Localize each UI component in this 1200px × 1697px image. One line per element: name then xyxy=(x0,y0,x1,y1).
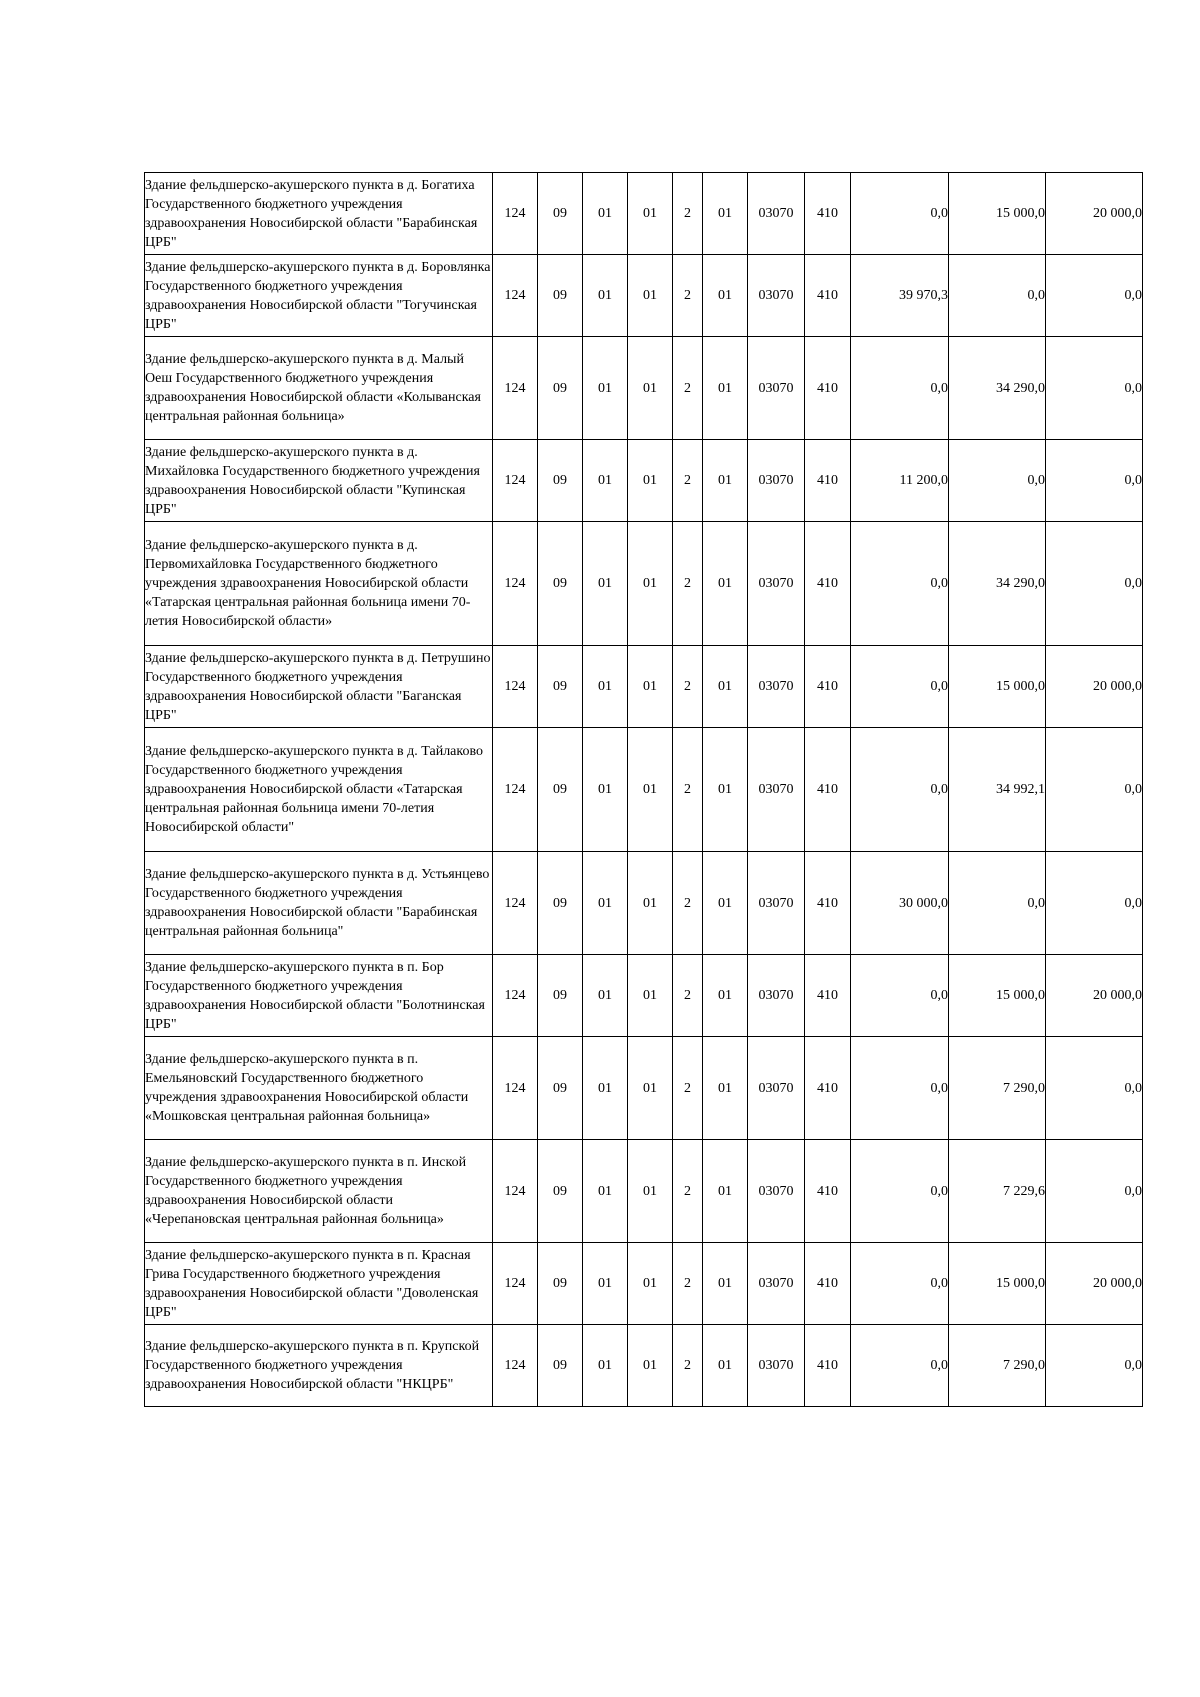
amount-cell: 30 000,0 xyxy=(851,852,949,955)
code-cell: 124 xyxy=(493,255,538,337)
table-row xyxy=(145,646,1143,728)
table-row xyxy=(145,173,1143,255)
code-cell: 01 xyxy=(628,522,673,646)
code-cell: 09 xyxy=(538,440,583,522)
amount-cell: 0,0 xyxy=(851,1243,949,1325)
amount-cell: 0,0 xyxy=(1046,337,1143,440)
code-cell: 2 xyxy=(673,173,703,255)
code-cell: 124 xyxy=(493,646,538,728)
code-cell: 09 xyxy=(538,337,583,440)
amount-cell: 7 229,6 xyxy=(949,1140,1046,1243)
code-cell: 01 xyxy=(628,852,673,955)
table-row xyxy=(145,1037,1143,1140)
code-cell: 01 xyxy=(628,1140,673,1243)
code-cell: 01 xyxy=(703,1037,748,1140)
code-cell: 01 xyxy=(583,440,628,522)
code-cell: 410 xyxy=(805,440,851,522)
object-name-cell: Здание фельдшерско-акушерского пункта в д. Петрушино Государственного бюджетного учреждения здравоохранения Новосибирской области "Баганская ЦРБ" xyxy=(145,646,493,728)
code-cell: 09 xyxy=(538,173,583,255)
amount-cell: 15 000,0 xyxy=(949,1243,1046,1325)
code-cell: 03070 xyxy=(748,852,805,955)
code-cell: 2 xyxy=(673,955,703,1037)
code-cell: 2 xyxy=(673,440,703,522)
code-cell: 01 xyxy=(703,1325,748,1407)
amount-cell: 11 200,0 xyxy=(851,440,949,522)
code-cell: 410 xyxy=(805,728,851,852)
table-row xyxy=(145,440,1143,522)
object-name-cell: Здание фельдшерско-акушерского пункта в п. Красная Грива Государственного бюджетного учреждения здравоохранения Новосибирской области "Доволенская ЦРБ" xyxy=(145,1243,493,1325)
amount-cell: 0,0 xyxy=(1046,728,1143,852)
code-cell: 01 xyxy=(703,955,748,1037)
code-cell: 01 xyxy=(628,646,673,728)
code-cell: 01 xyxy=(628,1243,673,1325)
amount-cell: 0,0 xyxy=(949,440,1046,522)
table-row xyxy=(145,1140,1143,1243)
code-cell: 01 xyxy=(703,728,748,852)
code-cell: 2 xyxy=(673,646,703,728)
object-name-cell: Здание фельдшерско-акушерского пункта в д. Боровлянка Государственного бюджетного учреждения здравоохранения Новосибирской области "Тогучинская ЦРБ" xyxy=(145,255,493,337)
code-cell: 01 xyxy=(583,522,628,646)
table-row xyxy=(145,255,1143,337)
code-cell: 410 xyxy=(805,852,851,955)
code-cell: 09 xyxy=(538,1140,583,1243)
code-cell: 410 xyxy=(805,1243,851,1325)
code-cell: 2 xyxy=(673,255,703,337)
amount-cell: 34 992,1 xyxy=(949,728,1046,852)
code-cell: 2 xyxy=(673,728,703,852)
code-cell: 124 xyxy=(493,1325,538,1407)
code-cell: 01 xyxy=(703,646,748,728)
amount-cell: 0,0 xyxy=(949,255,1046,337)
code-cell: 410 xyxy=(805,1325,851,1407)
amount-cell: 0,0 xyxy=(1046,1037,1143,1140)
object-name-cell: Здание фельдшерско-акушерского пункта в д. Тайлаково Государственного бюджетного учреждения здравоохранения Новосибирской области «Татарская центральная районная больница имени 70-летия Новосибирской области" xyxy=(145,728,493,852)
code-cell: 03070 xyxy=(748,173,805,255)
table-body xyxy=(145,173,1143,1407)
amount-cell: 0,0 xyxy=(1046,522,1143,646)
code-cell: 01 xyxy=(628,1325,673,1407)
code-cell: 03070 xyxy=(748,1325,805,1407)
code-cell: 01 xyxy=(703,173,748,255)
code-cell: 09 xyxy=(538,1037,583,1140)
code-cell: 124 xyxy=(493,522,538,646)
code-cell: 01 xyxy=(583,1037,628,1140)
object-name-cell: Здание фельдшерско-акушерского пункта в д. Устьянцево Государственного бюджетного учреждения здравоохранения Новосибирской области "Барабинская центральная районная больница" xyxy=(145,852,493,955)
amount-cell: 0,0 xyxy=(1046,1140,1143,1243)
code-cell: 01 xyxy=(628,337,673,440)
code-cell: 410 xyxy=(805,646,851,728)
code-cell: 09 xyxy=(538,852,583,955)
code-cell: 410 xyxy=(805,337,851,440)
code-cell: 03070 xyxy=(748,728,805,852)
code-cell: 124 xyxy=(493,1140,538,1243)
code-cell: 124 xyxy=(493,1037,538,1140)
amount-cell: 7 290,0 xyxy=(949,1037,1046,1140)
amount-cell: 15 000,0 xyxy=(949,173,1046,255)
amount-cell: 15 000,0 xyxy=(949,955,1046,1037)
code-cell: 2 xyxy=(673,1325,703,1407)
table-row xyxy=(145,728,1143,852)
amount-cell: 34 290,0 xyxy=(949,337,1046,440)
code-cell: 01 xyxy=(583,728,628,852)
object-name-cell: Здание фельдшерско-акушерского пункта в п. Инской Государственного бюджетного учреждения здравоохранения Новосибирской области «Черепановская центральная районная больница» xyxy=(145,1140,493,1243)
code-cell: 2 xyxy=(673,522,703,646)
object-name-cell: Здание фельдшерско-акушерского пункта в д. Михайловка Государственного бюджетного учреждения здравоохранения Новосибирской области "Купинская ЦРБ" xyxy=(145,440,493,522)
code-cell: 01 xyxy=(703,1243,748,1325)
amount-cell: 0,0 xyxy=(851,1037,949,1140)
code-cell: 01 xyxy=(628,728,673,852)
code-cell: 410 xyxy=(805,255,851,337)
amount-cell: 39 970,3 xyxy=(851,255,949,337)
code-cell: 124 xyxy=(493,728,538,852)
code-cell: 01 xyxy=(628,1037,673,1140)
amount-cell: 0,0 xyxy=(851,1140,949,1243)
code-cell: 2 xyxy=(673,1037,703,1140)
code-cell: 410 xyxy=(805,955,851,1037)
amount-cell: 15 000,0 xyxy=(949,646,1046,728)
code-cell: 124 xyxy=(493,1243,538,1325)
amount-cell: 20 000,0 xyxy=(1046,955,1143,1037)
code-cell: 01 xyxy=(628,955,673,1037)
amount-cell: 0,0 xyxy=(851,1325,949,1407)
object-name-cell: Здание фельдшерско-акушерского пункта в д. Первомихайловка Государственного бюджетного учреждения здравоохранения Новосибирской области «Татарская центральная районная больница имени 70-летия Новосибирской области» xyxy=(145,522,493,646)
code-cell: 09 xyxy=(538,1243,583,1325)
code-cell: 01 xyxy=(583,173,628,255)
code-cell: 2 xyxy=(673,337,703,440)
amount-cell: 0,0 xyxy=(851,728,949,852)
code-cell: 09 xyxy=(538,255,583,337)
code-cell: 09 xyxy=(538,955,583,1037)
code-cell: 09 xyxy=(538,522,583,646)
code-cell: 124 xyxy=(493,173,538,255)
amount-cell: 0,0 xyxy=(1046,255,1143,337)
code-cell: 03070 xyxy=(748,1243,805,1325)
amount-cell: 20 000,0 xyxy=(1046,1243,1143,1325)
code-cell: 03070 xyxy=(748,522,805,646)
table-row xyxy=(145,522,1143,646)
code-cell: 03070 xyxy=(748,337,805,440)
code-cell: 410 xyxy=(805,522,851,646)
code-cell: 01 xyxy=(583,955,628,1037)
amount-cell: 0,0 xyxy=(1046,440,1143,522)
amount-cell: 20 000,0 xyxy=(1046,173,1143,255)
object-name-cell: Здание фельдшерско-акушерского пункта в д. Малый Оеш Государственного бюджетного учреждения здравоохранения Новосибирской области «Колыванская центральная районная больница» xyxy=(145,337,493,440)
table-row xyxy=(145,955,1143,1037)
code-cell: 124 xyxy=(493,955,538,1037)
code-cell: 03070 xyxy=(748,955,805,1037)
code-cell: 01 xyxy=(628,440,673,522)
code-cell: 410 xyxy=(805,173,851,255)
table-row xyxy=(145,1325,1143,1407)
code-cell: 03070 xyxy=(748,646,805,728)
object-name-cell: Здание фельдшерско-акушерского пункта в п. Крупской Государственного бюджетного учреждения здравоохранения Новосибирской области "НКЦРБ" xyxy=(145,1325,493,1407)
code-cell: 03070 xyxy=(748,1140,805,1243)
code-cell: 01 xyxy=(703,852,748,955)
code-cell: 410 xyxy=(805,1140,851,1243)
code-cell: 09 xyxy=(538,1325,583,1407)
code-cell: 09 xyxy=(538,728,583,852)
object-name-cell: Здание фельдшерско-акушерского пункта в п. Бор Государственного бюджетного учреждения здравоохранения Новосибирской области "Болотнинская ЦРБ" xyxy=(145,955,493,1037)
code-cell: 01 xyxy=(628,173,673,255)
amount-cell: 0,0 xyxy=(1046,1325,1143,1407)
code-cell: 01 xyxy=(703,255,748,337)
code-cell: 410 xyxy=(805,1037,851,1140)
code-cell: 124 xyxy=(493,440,538,522)
object-name-cell: Здание фельдшерско-акушерского пункта в д. Богатиха Государственного бюджетного учреждения здравоохранения Новосибирской области "Барабинская ЦРБ" xyxy=(145,173,493,255)
object-name-cell: Здание фельдшерско-акушерского пункта в п. Емельяновский Государственного бюджетного учреждения здравоохранения Новосибирской области «Мошковская центральная районная больница» xyxy=(145,1037,493,1140)
code-cell: 01 xyxy=(703,522,748,646)
amount-cell: 7 290,0 xyxy=(949,1325,1046,1407)
amount-cell: 0,0 xyxy=(851,522,949,646)
amount-cell: 0,0 xyxy=(851,955,949,1037)
amount-cell: 0,0 xyxy=(851,646,949,728)
code-cell: 01 xyxy=(583,337,628,440)
code-cell: 01 xyxy=(703,337,748,440)
code-cell: 01 xyxy=(628,255,673,337)
table-row xyxy=(145,337,1143,440)
code-cell: 01 xyxy=(583,1243,628,1325)
amount-cell: 0,0 xyxy=(851,337,949,440)
code-cell: 03070 xyxy=(748,440,805,522)
code-cell: 01 xyxy=(703,440,748,522)
amount-cell: 0,0 xyxy=(949,852,1046,955)
code-cell: 03070 xyxy=(748,1037,805,1140)
code-cell: 124 xyxy=(493,337,538,440)
table-row xyxy=(145,1243,1143,1325)
code-cell: 01 xyxy=(583,646,628,728)
code-cell: 01 xyxy=(583,852,628,955)
amount-cell: 34 290,0 xyxy=(949,522,1046,646)
code-cell: 124 xyxy=(493,852,538,955)
code-cell: 2 xyxy=(673,1243,703,1325)
code-cell: 01 xyxy=(583,1325,628,1407)
budget-table xyxy=(144,172,1143,1407)
amount-cell: 0,0 xyxy=(851,173,949,255)
code-cell: 2 xyxy=(673,1140,703,1243)
code-cell: 01 xyxy=(703,1140,748,1243)
code-cell: 2 xyxy=(673,852,703,955)
code-cell: 01 xyxy=(583,255,628,337)
table-row xyxy=(145,852,1143,955)
amount-cell: 20 000,0 xyxy=(1046,646,1143,728)
code-cell: 01 xyxy=(583,1140,628,1243)
amount-cell: 0,0 xyxy=(1046,852,1143,955)
code-cell: 03070 xyxy=(748,255,805,337)
code-cell: 09 xyxy=(538,646,583,728)
